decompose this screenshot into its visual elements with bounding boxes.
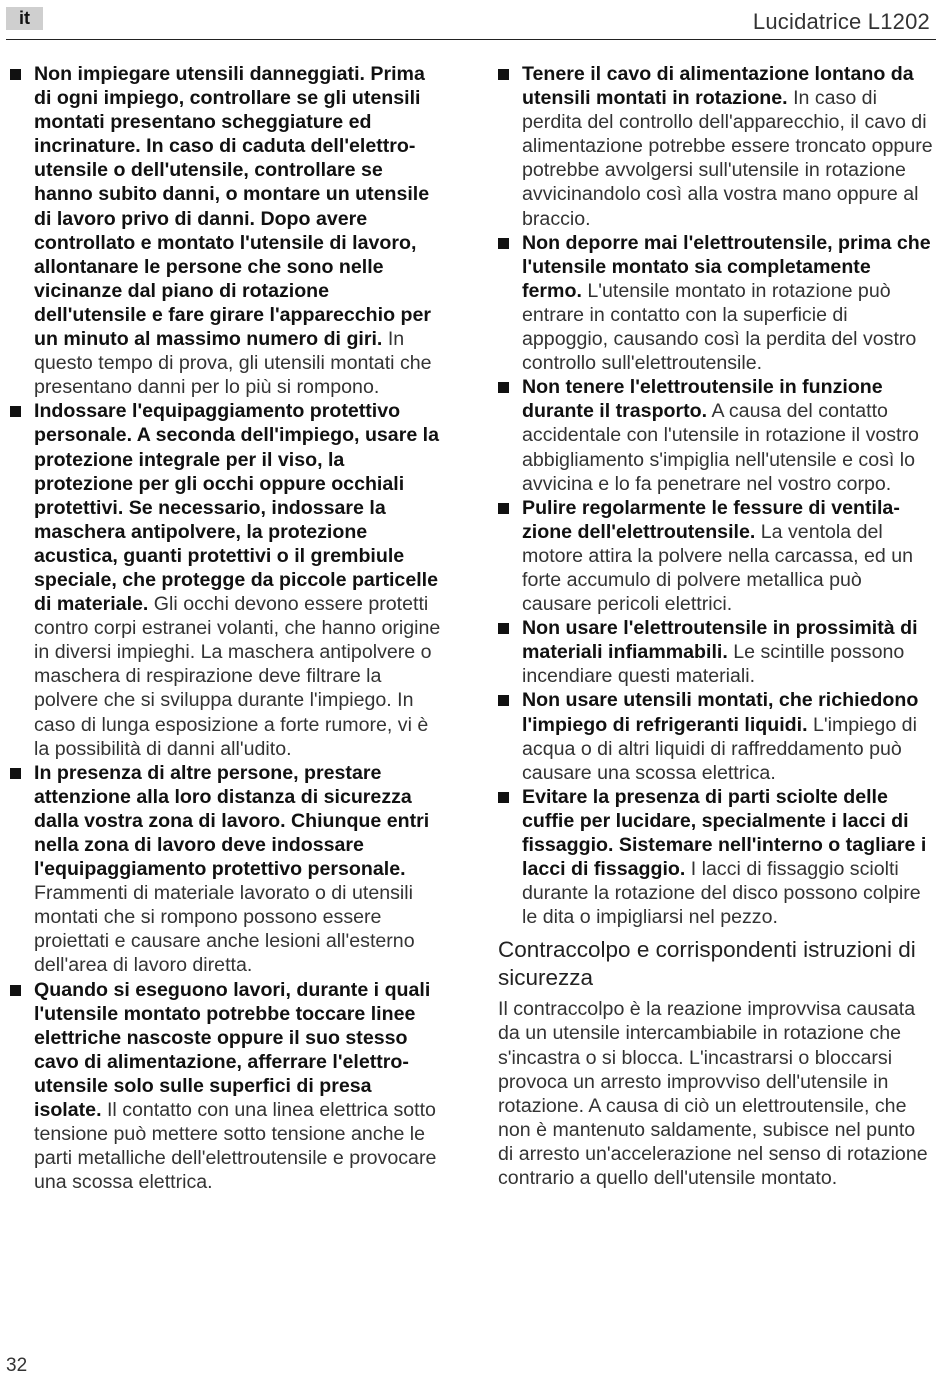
section-heading: Contraccolpo e corrispondenti istruzioni di sicurezza [498,937,916,990]
safety-item [498,496,935,616]
safety-item [10,978,442,1195]
safety-item-explanation: In caso di perdita del controllo dell'apparecchio, il cavo di alimentazione potrebbe essere troncato oppure potrebbe avvolgersi sull'utensile in rotazione avvicinandolo così alla vostra mano oppure al braccio. [522,87,933,230]
header-divider [6,39,936,40]
left-column [10,62,442,1194]
safety-item-warning: Indossare l'equipaggiamento protettivo personale. A seconda dell'impiego, usare la protezione integrale per il viso, la protezione per gli occhi oppure occhiali protettivi. Se necessario, indossare la maschera antipolvere, la protezione acustica, guanti protettivi o il grembiule speciale, che protegge da piccole particelle di materiale. [34,400,440,616]
square-bullet-icon [498,238,509,249]
safety-item-warning: Non deporre mai l'elettroutensile, prima che l'utensile montato sia completamente fermo. [522,231,931,302]
safety-item-warning: Non usare l'elettroutensile in prossimità di materiali infiammabili. [522,617,918,664]
document-title: Lucidatrice L1202 [752,9,930,34]
square-bullet-icon [498,623,509,634]
safety-item-warning: In presenza di altre persone, prestare attenzione alla loro distanza di sicurezza dalla vostra zona di lavoro. Chiunque entri nella zona di lavoro deve indossare l'equipaggiamento protettivo personale. [34,761,430,881]
safety-item-warning: Quando si eseguono lavori, durante i quali l'utensile montato potrebbe toccare linee elettriche nascoste oppure il suo stesso cavo di alimentazione, afferrare l'elettroutensile solo sulle superfici di presa isolate. [34,978,431,1122]
safety-item [498,688,935,784]
square-bullet-icon [498,69,509,80]
safety-item-warning: Evitare la presenza di parti sciolte delle cuffie per lucidare, specialmente i lacci di fissaggio. Sistemare nell'interno o tagliare i lacci di fissaggio. [522,785,927,881]
section-paragraph: Il contraccolpo è la reazione improvvisa causata da un utensile intercambiabile in rotazione che s'incastra o si blocca. L'incastrarsi o bloccarsi provoca un arresto improvviso dell'utensile in rotazione. A causa di ciò un elettroutensile, che non è mantenuto saldamente, subisce nel punto di arresto un'accelerazione nel senso di rotazione contrario a quello dell'utensile montato. [498,998,928,1190]
safety-item-explanation: L'impiego di acqua o di altri liquidi di raffreddamento può causare una scossa elettrica. [522,713,917,784]
safety-item-warning: Non impiegare utensili danneggiati. Prima di ogni impiego, controllare se gli utensili montati presentano scheggiature ed incrinature. In caso di caduta dell'elettroutensile o dell'utensile, controllare se hanno subito danni, o montare un utensile di lavoro privo di danni. Dopo avere controllato e montato l'utensile di lavoro, allontanare le persone che sono nelle vicinanze dal piano di rotazione dell'utensile e fare girare l'apparecchio per un minuto al massimo numero di giri. [34,63,431,351]
square-bullet-icon [498,695,509,706]
safety-item [498,616,935,688]
safety-item-explanation: Gli occhi devono essere protetti contro corpi estranei volanti, che hanno origine in diversi impieghi. La maschera antipolvere o maschera di respirazione deve filtrare la polvere che si sviluppa durante l'impiego. In caso di lunga esposizione a forte rumore, vi è la possibilità di danni all'udito. [34,593,441,760]
safety-item-explanation: A causa del contatto accidentale con l'utensile in rotazione il vostro abbigliamento s'impiglia nell'utensile e così lo avvicina e lo fa penetrare nel vostro corpo. [522,400,919,495]
safety-item [10,761,442,978]
safety-item-explanation: In questo tempo di prova, gli utensili montati che presentano danni per lo più si rompono. [34,328,432,399]
safety-item-warning: Pulire regolarmente le fessure di ventilazione dell'elettroutensile. [522,496,900,543]
safety-item-explanation: La ventola del motore attira la polvere nella carcassa, ed un forte accumulo di polvere metallica può causare pericoli elettrici. [522,520,913,616]
safety-item-explanation: L'utensile montato in rotazione può entrare in contatto con la superficie di appoggio, causando così la perdita del vostro controllo sull'elettroutensile. [522,279,917,375]
safety-item [10,399,442,760]
safety-item-warning: Non usare utensili montati, che richiedono l'impiego di refrigeranti liquidi. [522,689,919,736]
safety-item [498,231,935,376]
safety-item-explanation: Frammenti di materiale lavorato o di utensili montati che si rompono possono essere proiettati e causare anche lesioni all'esterno dell'area di lavoro diretta. [34,882,415,977]
right-column [498,62,935,1190]
safety-item [498,785,935,930]
safety-item-explanation: I lacci di fissaggio sciolti durante la rotazione del disco possono colpire le dita o impigliarsi nel pezzo. [522,858,921,929]
safety-item [498,62,935,231]
safety-item [498,375,935,495]
safety-item-warning: Tenere il cavo di alimentazione lontano da utensili montati in rotazione. [522,63,914,110]
square-bullet-icon [10,768,21,779]
square-bullet-icon [10,69,21,80]
language-badge: it [6,7,43,30]
page-number: 32 [6,1355,28,1376]
safety-item-explanation: Le scintille possono incendiare questi materiali. [522,641,905,688]
square-bullet-icon [498,382,509,393]
square-bullet-icon [498,792,509,803]
safety-item-explanation: Il contatto con una linea elettrica sotto tensione può mettere sotto tensione anche le parti metalliche dell'elettroutensile e provocare una scossa elettrica. [34,1099,437,1194]
square-bullet-icon [498,503,509,514]
square-bullet-icon [10,406,21,417]
square-bullet-icon [10,985,21,996]
safety-item [10,62,442,399]
safety-item-warning: Non tenere l'elettroutensile in funzione durante il trasporto. [522,376,883,423]
